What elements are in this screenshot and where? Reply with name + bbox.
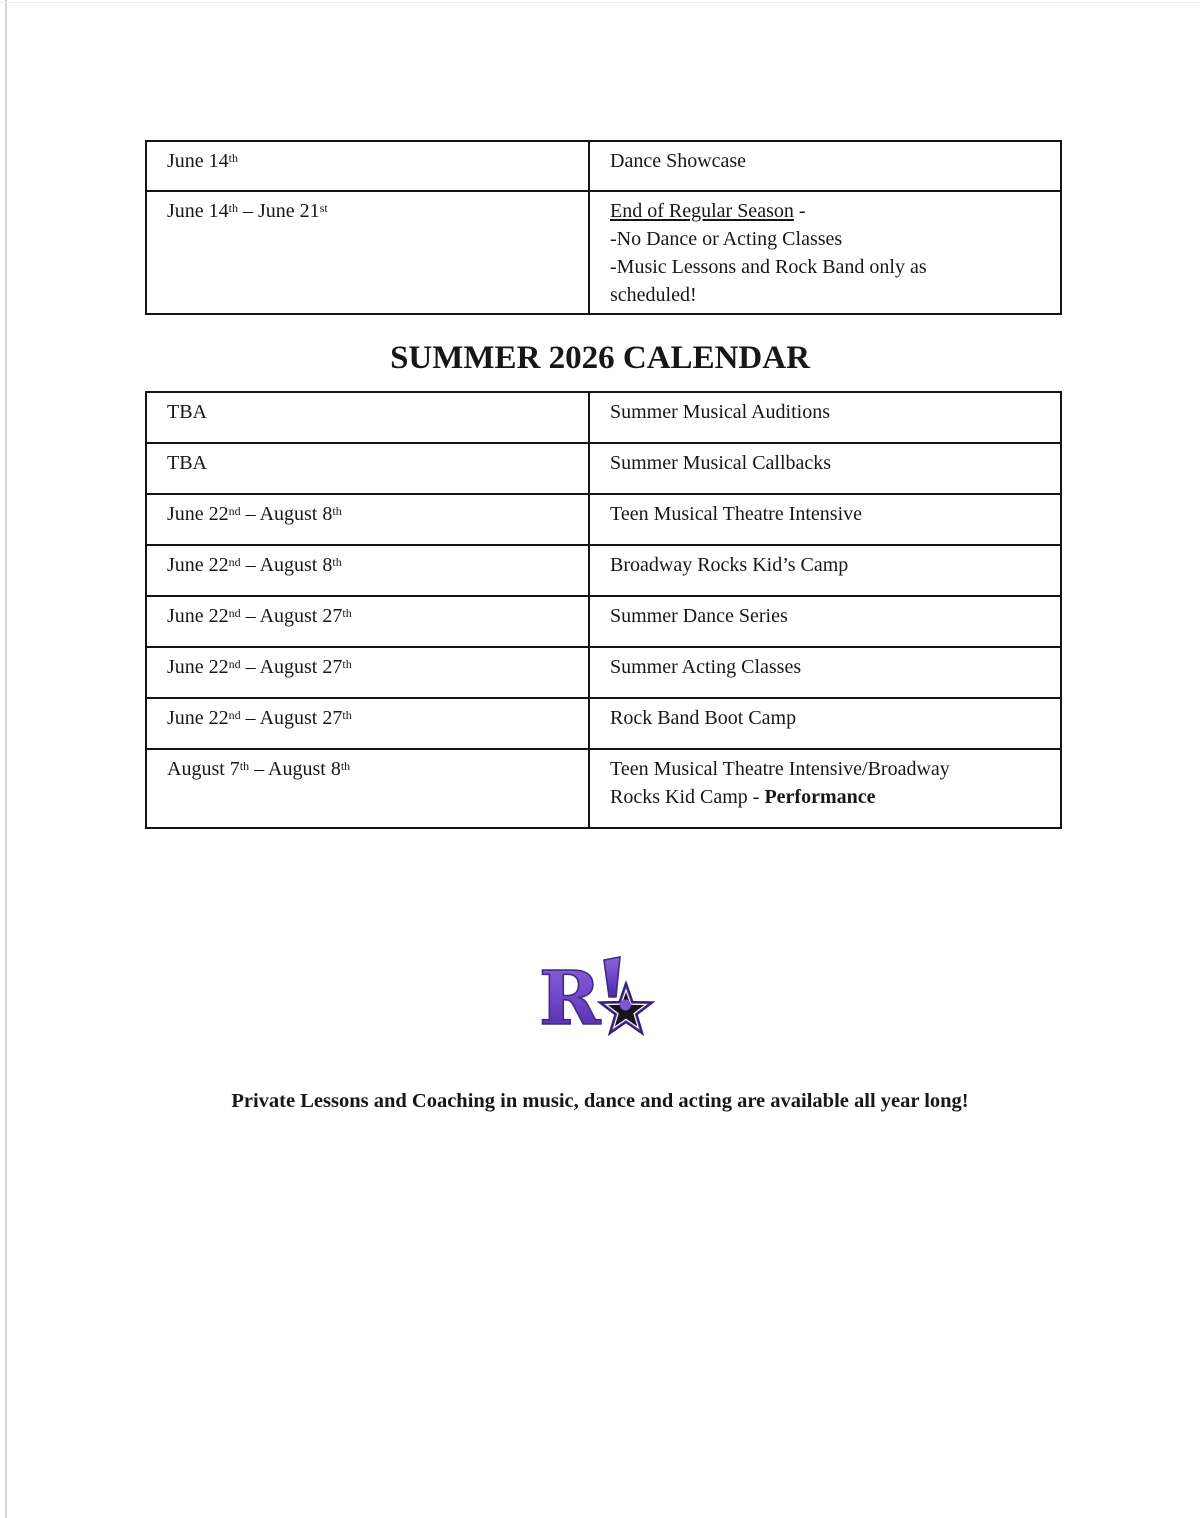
date-ordinal: th xyxy=(342,656,352,671)
table-row xyxy=(146,749,1061,828)
date-text: – August 27 xyxy=(240,605,343,627)
event-underlined-text: End of Regular Season xyxy=(610,200,794,222)
studio-logo xyxy=(538,951,662,1043)
date-cell xyxy=(146,191,589,314)
summer-calendar-table xyxy=(145,391,1062,829)
event-cell xyxy=(589,191,1061,314)
page-left-edge xyxy=(5,0,7,1518)
event-cell xyxy=(589,749,1061,828)
table-row xyxy=(146,191,1061,314)
date-ordinal: th xyxy=(340,758,351,773)
event-line: -Music Lessons and Rock Band only as xyxy=(610,256,927,278)
date-text: – August 27 xyxy=(240,707,343,729)
footer-note: Private Lessons and Coaching in music, dance and acting are available all year long! xyxy=(231,1090,969,1112)
date-text: – August 8 xyxy=(240,503,333,525)
table-row xyxy=(146,443,1061,494)
rj-star-logo-icon xyxy=(538,951,662,1043)
date-text: June 14 xyxy=(167,200,229,222)
logo-letter-r: R xyxy=(539,956,601,1042)
event-line xyxy=(610,197,1042,225)
table-row xyxy=(146,494,1061,545)
date-text: June 22 xyxy=(167,605,229,627)
date-text: – June 21 xyxy=(238,200,320,222)
date-text: June 22 xyxy=(167,707,229,729)
date-text: June 22 xyxy=(167,656,229,678)
event-text: Broadway Rocks Kid’s Camp xyxy=(610,554,849,576)
table-row xyxy=(146,141,1061,191)
event-text: Dance Showcase xyxy=(610,150,747,172)
date-cell xyxy=(146,749,589,828)
date-text: June 22 xyxy=(167,503,229,525)
date-text: TBA xyxy=(167,452,207,474)
logo-exclamation-stem xyxy=(604,957,620,997)
table-row xyxy=(146,545,1061,596)
date-text: August 7 xyxy=(167,758,240,780)
date-text: TBA xyxy=(167,401,207,423)
date-ordinal: nd xyxy=(228,554,241,569)
event-cell xyxy=(589,141,1061,191)
date-ordinal: nd xyxy=(228,605,241,620)
date-ordinal: nd xyxy=(228,656,241,671)
date-ordinal: th xyxy=(228,150,239,165)
date-cell xyxy=(146,392,589,443)
date-cell xyxy=(146,647,589,698)
table-row xyxy=(146,698,1061,749)
event-bold-text: Performance xyxy=(764,786,876,808)
date-ordinal: nd xyxy=(228,707,241,722)
event-cell xyxy=(589,392,1061,443)
table-row xyxy=(146,392,1061,443)
event-text: Summer Musical Auditions xyxy=(610,401,830,423)
date-text: – August 27 xyxy=(240,656,343,678)
table-row xyxy=(146,596,1061,647)
date-cell xyxy=(146,545,589,596)
table-row xyxy=(146,647,1061,698)
event-cell xyxy=(589,545,1061,596)
date-cell xyxy=(146,141,589,191)
page-title: SUMMER 2026 CALENDAR xyxy=(390,340,810,376)
date-ordinal: th xyxy=(239,758,250,773)
spring-calendar-table xyxy=(145,140,1062,315)
date-text: June 14 xyxy=(167,150,229,172)
event-text: Summer Musical Callbacks xyxy=(610,452,832,474)
event-cell xyxy=(589,443,1061,494)
date-text: – August 8 xyxy=(249,758,341,780)
event-text: Summer Dance Series xyxy=(610,605,788,627)
event-cell xyxy=(589,596,1061,647)
event-text: Rock Band Boot Camp xyxy=(610,707,797,729)
event-line: Teen Musical Theatre Intensive/Broadway xyxy=(610,758,950,780)
date-text: – August 8 xyxy=(240,554,333,576)
event-cell xyxy=(589,698,1061,749)
date-ordinal: th xyxy=(342,707,352,722)
event-text: Teen Musical Theatre Intensive xyxy=(610,503,863,525)
date-cell xyxy=(146,596,589,647)
event-text: - xyxy=(793,200,806,222)
date-text: June 22 xyxy=(167,554,229,576)
date-ordinal: th xyxy=(342,605,352,620)
date-cell xyxy=(146,494,589,545)
page-top-edge xyxy=(0,2,1200,3)
event-cell xyxy=(589,647,1061,698)
date-cell xyxy=(146,698,589,749)
event-text: Summer Acting Classes xyxy=(610,656,802,678)
date-ordinal: th xyxy=(228,200,239,215)
date-ordinal: nd xyxy=(228,503,241,518)
date-cell xyxy=(146,443,589,494)
event-line: scheduled! xyxy=(610,284,697,306)
event-line xyxy=(610,783,1042,811)
logo-exclamation-dot xyxy=(620,1000,631,1011)
date-ordinal: th xyxy=(332,503,342,518)
date-ordinal: th xyxy=(332,554,342,569)
date-ordinal: st xyxy=(319,200,328,215)
event-line: -No Dance or Acting Classes xyxy=(610,228,843,250)
event-text: Rocks Kid Camp - xyxy=(610,786,765,808)
event-cell xyxy=(589,494,1061,545)
